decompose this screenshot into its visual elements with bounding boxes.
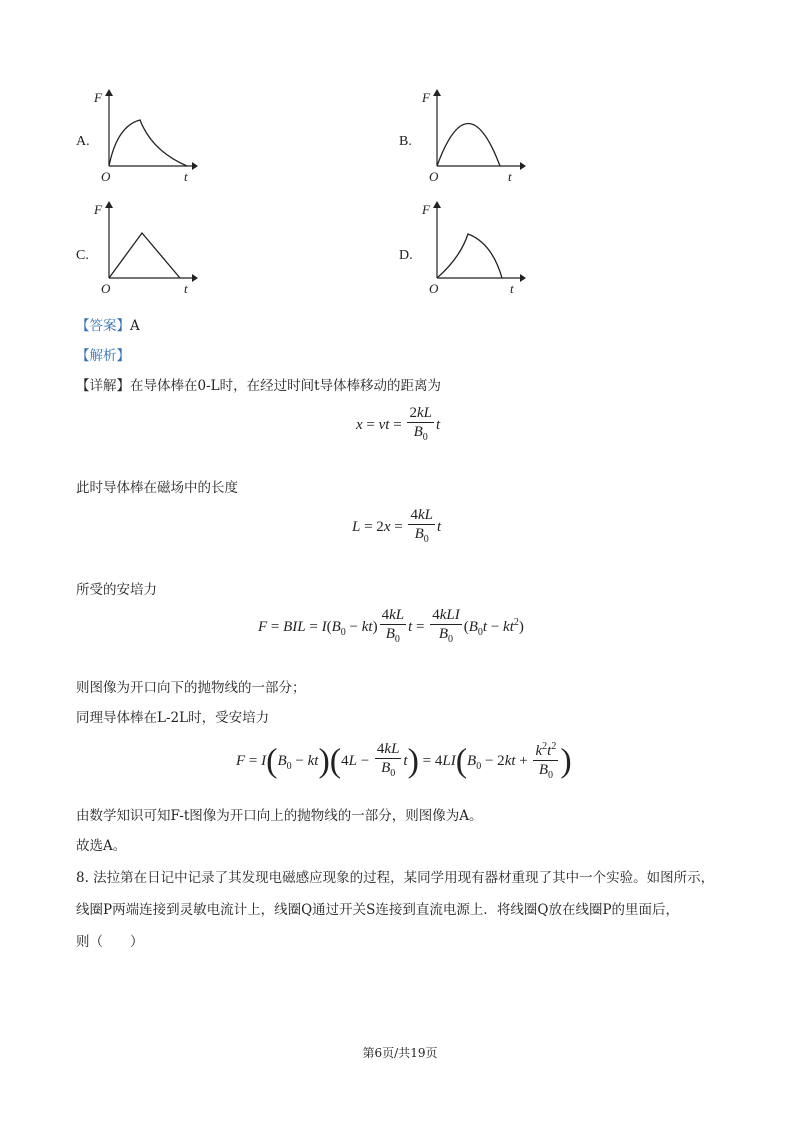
detail-line-1	[76, 376, 441, 396]
formula-f1: F = BIL = $I(B_0 - kt)$ $\frac{4kL}{B_0}$ t = $\frac{\text{4kLI}}{B_0}$ $(B_0t - kt^2)$	[258, 607, 524, 645]
detail-line-6: 由数学知识可知F-t图像为开口向上的抛物线的一部分，则图像为A。	[76, 808, 483, 824]
axis-t-label: t	[184, 281, 188, 296]
detail-line-7: 故选A。	[76, 838, 127, 854]
axis-f-label: F	[422, 202, 430, 217]
detail-tag: 【详解】	[76, 378, 130, 394]
axis-t-label: t	[508, 169, 512, 184]
analysis-line	[76, 346, 130, 366]
option-a-label: A.	[76, 134, 90, 149]
axis-f-label: F	[94, 202, 102, 217]
option-d-label: D.	[399, 248, 413, 263]
curve-d	[437, 234, 502, 278]
axis-f-label: F	[422, 90, 430, 105]
detail-line-3: 所受的安培力	[76, 582, 157, 598]
formula-f2: $F = I(B_0 - kt)(4L$ − $\frac{4kL}{B_0}$ $t) = 4LI(B_0 - 2kt$ + $\frac{k^2t^2}{B_0}$ )	[236, 738, 572, 785]
origin-label: O	[101, 169, 111, 184]
answer-value: A	[130, 318, 140, 334]
answer-line	[76, 316, 140, 336]
curve-a	[109, 120, 187, 166]
axis-f-label: F	[94, 90, 102, 105]
question-8-line-2: 线圈P两端连接到灵敏电流计上，线圈Q通过开关S连接到直流电源上．将线圈Q放在线圈P的里面后，	[76, 902, 680, 918]
page-footer: 第6页/共19页	[362, 1046, 438, 1060]
option-d-graph	[420, 198, 530, 298]
detail-line-5: 同理导体棒在L-2L时，受安培力	[76, 710, 270, 726]
origin-label: O	[101, 281, 111, 296]
detail-line-4: 则图像为开口向下的抛物线的一部分；	[76, 680, 306, 696]
detail-line-2: 此时导体棒在磁场中的长度	[76, 480, 238, 496]
origin-label: O	[429, 281, 439, 296]
analysis-tag: 【解析】	[76, 348, 130, 364]
option-b-label: B.	[399, 134, 412, 149]
origin-label: O	[429, 169, 439, 184]
option-b-graph	[420, 86, 530, 186]
formula-x: x = vt = $\frac{2kL}{B_0}$ t	[356, 405, 441, 443]
option-c-graph	[92, 198, 202, 298]
axis-t-label: t	[184, 169, 188, 184]
option-a-graph	[92, 86, 202, 186]
answer-tag: 【答案】	[76, 318, 130, 334]
axis-t-label: t	[510, 281, 514, 296]
question-8-line-1: 8. 法拉第在日记中记录了其发现电磁感应现象的过程，某同学用现有器材重现了其中一个实验。如图所示，	[76, 870, 715, 886]
option-c-label: C.	[76, 248, 89, 263]
detail-text-1: 在导体棒在0-L时，在经过时间t导体棒移动的距离为	[130, 378, 442, 394]
formula-l: L = 2x = $\frac{4kL}{B_0}$ t	[352, 507, 442, 545]
curve-c	[109, 233, 180, 278]
question-8-line-3: 则（ ）	[76, 934, 144, 950]
curve-b	[437, 124, 500, 167]
